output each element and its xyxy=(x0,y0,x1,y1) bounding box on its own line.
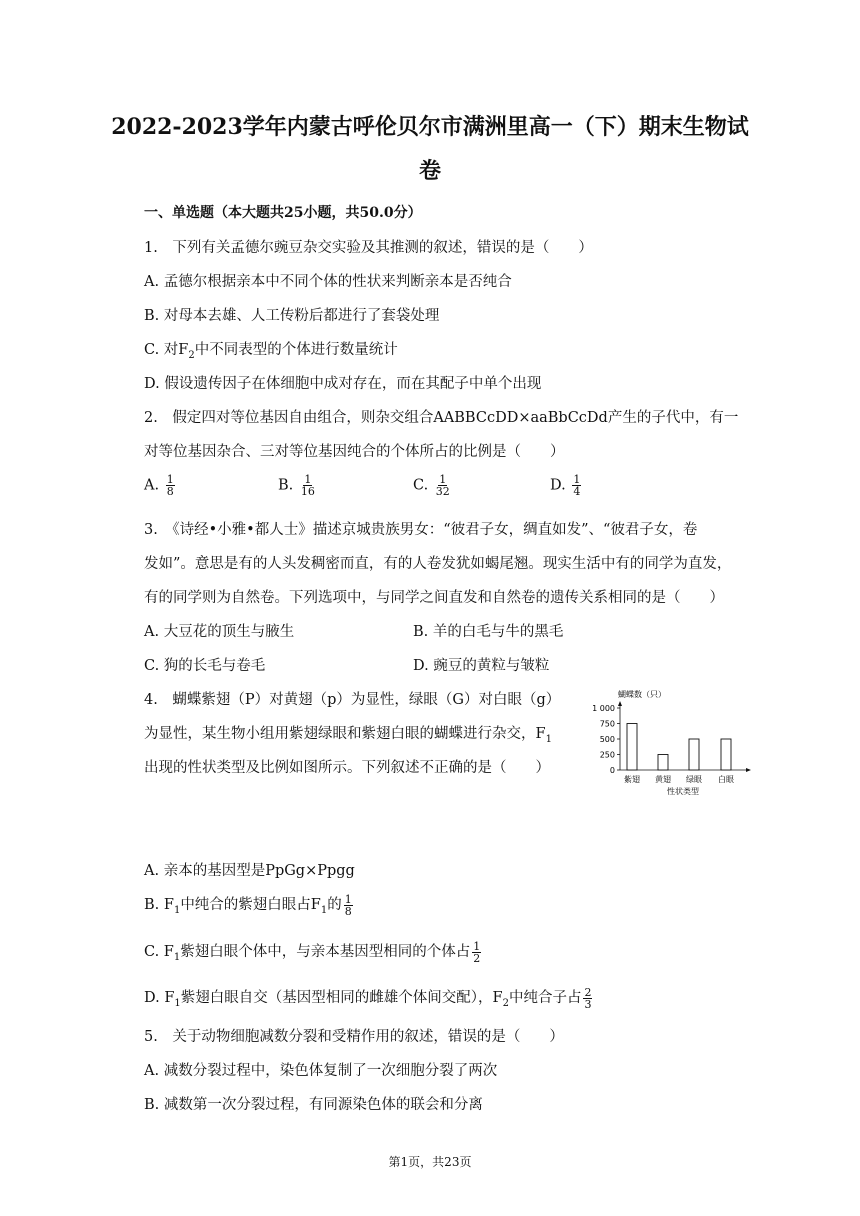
q2-option-b: B. $\frac{1}{16}$ xyxy=(278,473,315,498)
chart-y-tick-label: 1 000 xyxy=(592,704,615,713)
chart-bar xyxy=(689,739,699,770)
chart-x-axis-label: 性状类型 xyxy=(667,787,699,796)
chart-y-tick-label: 250 xyxy=(599,750,615,760)
chart-y-axis-label: 蝴蝶数（只） xyxy=(618,690,666,699)
chart-bar xyxy=(658,755,668,771)
q4-stem-line1: 4. 蝴蝶紫翅（P）对黄翅（p）为显性，绿眼（G）对白眼（g） xyxy=(144,692,561,708)
q4-stem-line3: 出现的性状类型及比例如图所示。下列叙述不正确的是（ ） xyxy=(144,760,550,776)
q1-option-a: A. 孟德尔根据亲本中不同个体的性状来判断亲本是否纯合 xyxy=(144,274,512,290)
q4-option-c: C. $F_1$紫翅白眼个体中，与亲本基因型相同的个体占 $\frac{1}{2}$ xyxy=(144,939,481,965)
page-title-continued: 卷 xyxy=(418,158,441,184)
q3-option-d: D. 豌豆的黄粒与皱粒 xyxy=(413,658,550,674)
q5-option-a: A. 减数分裂过程中，染色体复制了一次细胞分裂了两次 xyxy=(144,1063,498,1079)
chart-category-label: 绿眼 xyxy=(686,775,702,784)
butterfly-bar-chart xyxy=(588,690,758,802)
q3-stem-line3: 有的同学则为自然卷。下列选项中，与同学之间直发和自然卷的遗传关系相同的是（ ） xyxy=(144,590,724,606)
q3-stem-line1: 3. 《诗经•小雅•都人士》描述京城贵族男女：“彼君子女，绸直如发”、“彼君子女，卷 xyxy=(144,522,698,538)
chart-y-tick-label: 750 xyxy=(599,719,615,729)
q2-option-d: D. $\frac{1}{4}$ xyxy=(550,473,581,498)
chart-category-label: 黄翅 xyxy=(655,775,671,784)
q1-option-d: D. 假设遗传因子在体细胞中成对存在，而在其配子中单个出现 xyxy=(144,376,542,392)
chart-category-label: 紫翅 xyxy=(624,775,640,784)
section-heading: 一、单选题（本大题共25小题，共50.0分） xyxy=(144,205,422,221)
q2-option-a: A. $\frac{1}{8}$ xyxy=(144,473,174,498)
q3-option-b: B. 羊的白毛与牛的黑毛 xyxy=(413,624,564,640)
page-title: 2022-2023学年内蒙古呼伦贝尔市满洲里高一（下）期末生物试 xyxy=(111,114,749,140)
q2-stem-line2: 对等位基因杂合、三对等位基因纯合的个体所占的比例是（ ） xyxy=(144,444,565,460)
q1-stem: 1. 下列有关孟德尔豌豆杂交实验及其推测的叙述，错误的是（ ） xyxy=(144,240,593,256)
q5-option-b: B. 减数第一次分裂过程，有同源染色体的联会和分离 xyxy=(144,1097,483,1113)
q3-option-c: C. 狗的长毛与卷毛 xyxy=(144,658,266,674)
q4-option-a: A. 亲本的基因型是PpGg×Ppgg xyxy=(144,863,355,879)
q2-option-c: C. $\frac{1}{32}$ xyxy=(413,473,450,498)
chart-y-tick-label: 0 xyxy=(609,766,615,775)
q3-stem-line2: 发如”。意思是有的人头发稠密而直，有的人卷发犹如蝎尾翘。现实生活中有的同学为直发， xyxy=(144,556,732,572)
q2-stem-line1: 2. 假定四对等位基因自由组合，则杂交组合AABBCcDD×aaBbCcDd产生的子代中，有一 xyxy=(144,410,739,426)
page-footer: 第1页，共23页 xyxy=(388,1155,472,1169)
chart-y-axis-arrow xyxy=(618,701,622,706)
q3-option-a: A. 大豆花的顶生与腋生 xyxy=(144,624,295,640)
chart-y-tick-label: 500 xyxy=(599,735,615,744)
q5-stem: 5. 关于动物细胞减数分裂和受精作用的叙述，错误的是（ ） xyxy=(144,1029,564,1045)
q4-option-b: B. $F_1$中纯合的紫翅白眼占$F_1$的 $\frac{1}{8}$ xyxy=(144,892,352,918)
chart-x-axis-arrow xyxy=(746,768,751,772)
q1-option-c: C. 对$F_2$中不同表型的个体进行数量统计 xyxy=(144,342,398,361)
q4-stem-line2: 为显性，某生物小组用紫翅绿眼和紫翅白眼的蝴蝶进行杂交，$F_1$ xyxy=(144,726,552,745)
chart-bar xyxy=(721,739,731,770)
q1-option-b: B. 对母本去雄、人工传粉后都进行了套袋处理 xyxy=(144,308,440,324)
q4-option-d: D. $F_1$紫翅白眼自交（基因型相同的雌雄个体间交配），$F_2$中纯合子占 $\frac{2}{3}$ xyxy=(144,985,592,1011)
chart-category-label: 白眼 xyxy=(718,775,734,784)
chart-bar xyxy=(627,724,637,771)
